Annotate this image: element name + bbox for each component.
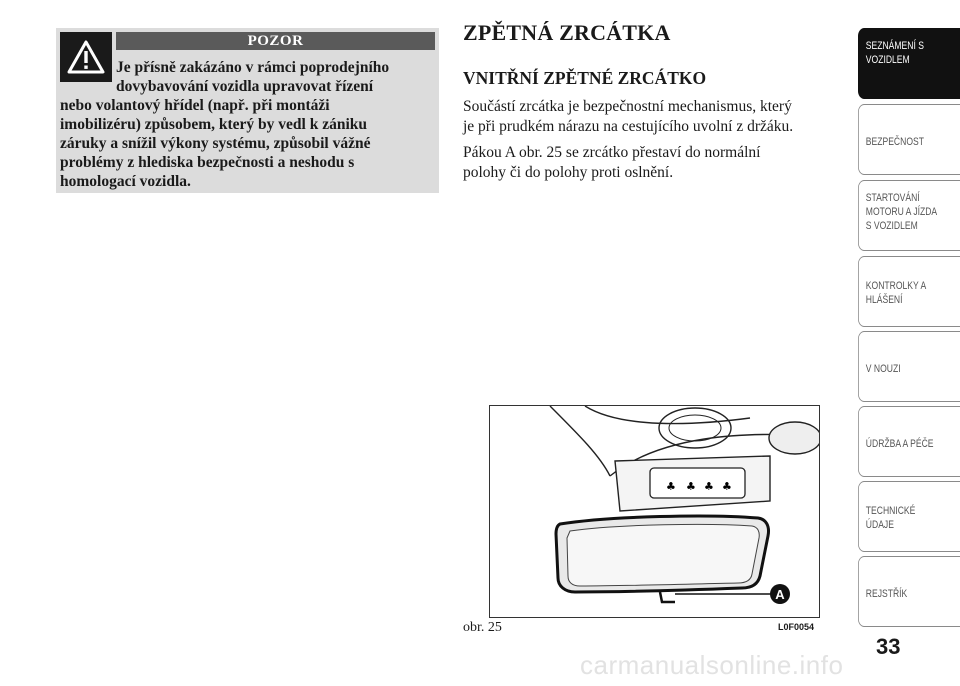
warning-header: POZOR [116,32,435,50]
tab-startovani[interactable] [858,180,960,251]
warning-line: problémy z hlediska bezpečnosti a neshodu s [60,154,355,171]
warning-line: nebo volantový hřídel (např. při montáži [60,97,330,114]
tab-label: ÚDAJE [865,519,894,531]
paragraph-2 [463,143,843,183]
callout-a-label: A [775,587,785,602]
tab-label: S VOZIDLEM [865,220,918,232]
section-title: ZPĚTNÁ ZRCÁTKA [463,20,671,45]
warning-line: dovybavování vozidla upravovat řízení [116,78,374,95]
warning-line: imobilizéru) způsobem, který by vedl k zániku [60,116,368,133]
figure-caption: obr. 25 [463,620,502,635]
svg-text:♣: ♣ [686,480,696,493]
tab-label: MOTORU A JÍZDA [865,206,938,218]
paragraph-1 [463,97,843,137]
svg-text:♣: ♣ [704,480,714,493]
tab-label: VOZIDLEM [865,54,910,66]
warning-text [60,58,436,191]
watermark: carmanualsonline.info [580,650,844,680]
main-content [463,20,843,189]
tab-technicke[interactable] [858,481,960,552]
tab-v-nouzi[interactable] [858,331,960,402]
tab-label: KONTROLKY A [865,280,927,292]
figure-code: L0F0054 [778,622,815,632]
tab-label: STARTOVÁNÍ [865,192,920,204]
svg-text:♣: ♣ [722,480,732,493]
paragraph-line: Součástí zrcátka je bezpečnostní mechanismus, který [463,98,792,115]
tab-label: TECHNICKÉ [865,505,916,517]
warning-line: Je přísně zakázáno v rámci poprodejního [116,59,390,76]
tab-label: ÚDRŽBA A PÉČE [865,438,934,450]
tab-label: HLÁŠENÍ [865,294,903,306]
section-subtitle: VNITŘNÍ ZPĚTNÉ ZRCÁTKO [463,68,707,88]
paragraph-line: polohy či do polohy proti oslnění. [463,164,674,181]
mirror-drawing [490,406,819,617]
tab-label: SEZNÁMENÍ S [865,40,924,52]
warning-line: záruky a snížil výkony systému, způsobil vážné [60,135,371,152]
tab-kontrolky[interactable] [858,256,960,327]
tab-rejstrik[interactable] [858,556,960,627]
svg-text:♣: ♣ [666,480,676,493]
tab-label: BEZPEČNOST [865,136,924,148]
paragraph-line: je při prudkém nárazu na cestujícího uvolní z držáku. [463,118,794,135]
tab-label: REJSTŘÍK [865,588,908,600]
tab-seznameni[interactable] [858,28,960,99]
tab-label: V NOUZI [865,363,901,375]
tab-bezpecnost[interactable] [858,104,960,175]
warning-line: homologací vozidla. [60,173,191,190]
tab-udrzba[interactable] [858,406,960,477]
paragraph-line: Pákou A obr. 25 se zrcátko přestaví do normální [463,144,761,161]
mirror-illustration [489,405,820,618]
page-number: 33 [876,634,901,659]
warning-box [56,28,439,193]
